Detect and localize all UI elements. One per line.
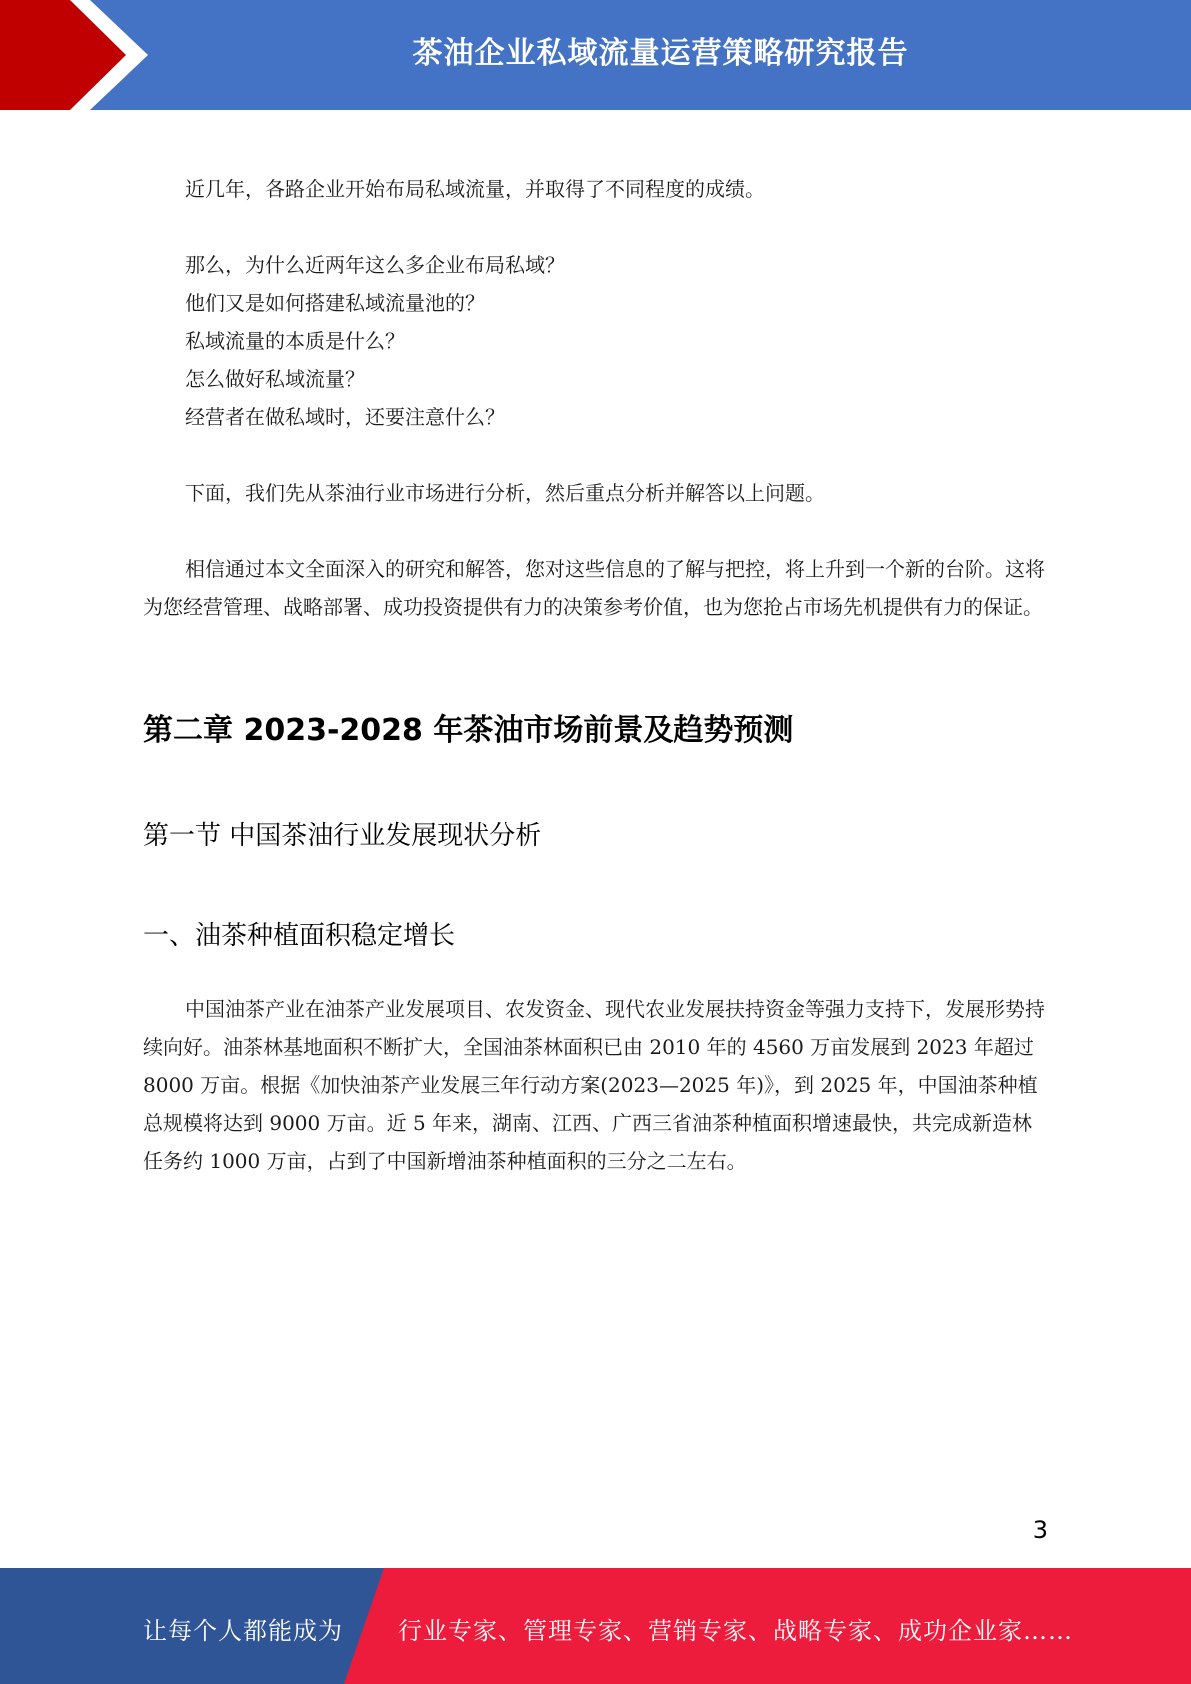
footer-slogan-left: 让每个人都能成为 (143, 1617, 343, 1645)
subsection-paragraph: 中国油茶产业在油茶产业发展项目、农发资金、现代农业发展扶持资金等强力支持下，发展形势持续向好。油茶林基地面积不断扩大，全国油茶林面积已由 2010 年的 4560 万亩发展到 2023 年超过 8000 万亩。根据《加快油茶产业发展三年行动方案(2023—2025 年)》，到 2025 年，中国油茶种植总规模将达到 9000 万亩。近 5 年来，湖南、江西、广西三省油茶种植面积增速最快，共完成新造林任务约 1000 万亩，占到了中国新增油茶种植面积的三分之二左右。 (143, 997, 1045, 1173)
question-2: 他们又是如何搭建私域流量池的？ (185, 291, 485, 315)
question-5: 经营者在做私域时，还要注意什么？ (185, 405, 505, 429)
page-header (0, 0, 1191, 110)
footer-slogan-right: 行业专家、管理专家、营销专家、战略专家、成功企业家…… (398, 1617, 1073, 1645)
question-3: 私域流量的本质是什么？ (185, 329, 405, 353)
intro-section (143, 170, 1048, 626)
page-footer (0, 1568, 1191, 1684)
intro-paragraph-1: 近几年，各路企业开始布局私域流量，并取得了不同程度的成绩。 (185, 177, 765, 201)
header-title: 茶油企业私域流量运营策略研究报告 (412, 36, 909, 71)
subsection-body (143, 990, 1048, 1180)
page-number: 3 (1032, 1516, 1048, 1544)
chapter-title: 第二章 2023-2028 年茶油市场前景及趋势预测 (143, 713, 794, 748)
subsection-title: 一、油茶种植面积稳定增长 (143, 921, 456, 951)
intro-paragraph-3: 相信通过本文全面深入的研究和解答，您对这些信息的了解与把控，将上升到一个新的台阶。这将为您经营管理、战略部署、成功投资提供有力的决策参考价值，也为您抢占市场先机提供有力的保证。 (143, 557, 1045, 619)
intro-paragraph-2: 下面，我们先从茶油行业市场进行分析，然后重点分析并解答以上问题。 (185, 481, 825, 505)
question-1: 那么，为什么近两年这么多企业布局私域？ (185, 253, 565, 277)
question-4: 怎么做好私域流量？ (185, 367, 365, 391)
section-title: 第一节 中国茶油行业发展现状分析 (143, 821, 542, 851)
